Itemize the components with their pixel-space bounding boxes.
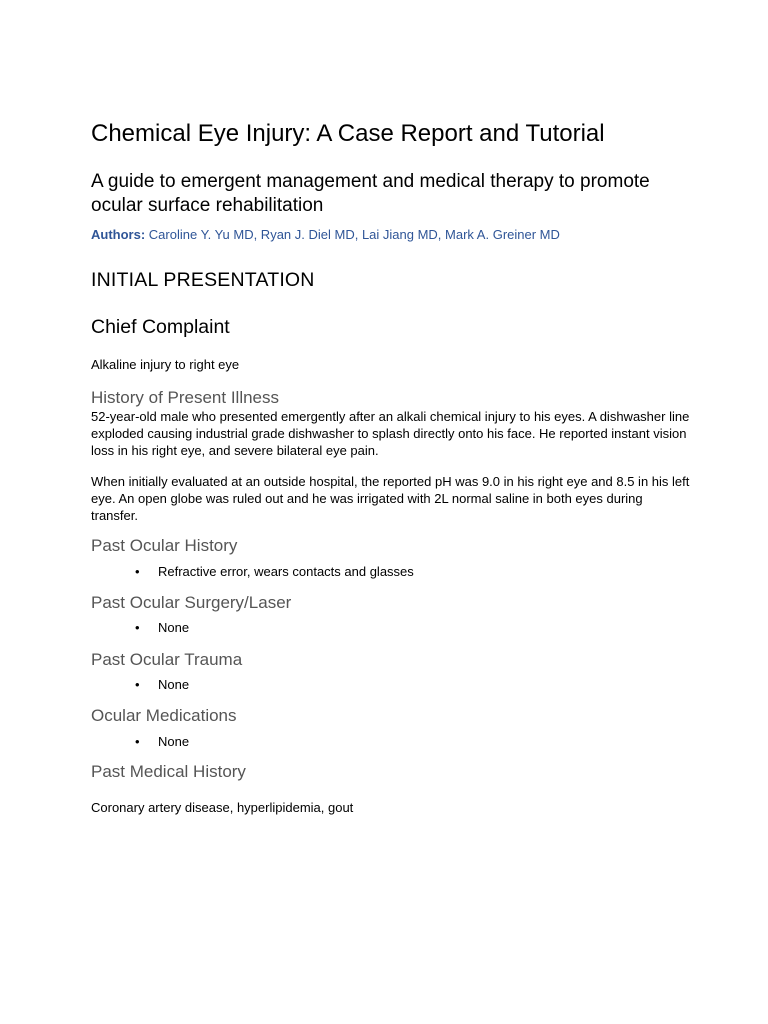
- list-item-text: None: [158, 620, 190, 635]
- bullet-icon: •: [135, 620, 140, 635]
- document-subtitle: A guide to emergent management and medical therapy to promote ocular surface rehabilitation: [91, 171, 650, 216]
- past-ocular-trauma-heading: Past Ocular Trauma: [91, 650, 243, 669]
- chief-complaint-heading: Chief Complaint: [91, 316, 230, 338]
- hpi-paragraph-1: 52-year-old male who presented emergently after an alkali chemical injury to his eyes. A dishwasher line exploded causing industrial grade dishwasher to splash directly onto his face. He reported instant vision loss in his right eye, and severe bilateral eye pain.: [91, 409, 690, 458]
- authors-names: Caroline Y. Yu MD, Ryan J. Diel MD, Lai Jiang MD, Mark A. Greiner MD: [148, 227, 560, 242]
- list-item: [91, 733, 691, 750]
- past-medical-history-heading: Past Medical History: [91, 762, 246, 781]
- past-ocular-surgery-heading: Past Ocular Surgery/Laser: [91, 593, 292, 612]
- past-ocular-trauma-list: [91, 676, 691, 693]
- ocular-medications-list: [91, 733, 691, 750]
- bullet-icon: •: [135, 677, 140, 692]
- document-title: Chemical Eye Injury: A Case Report and Tutorial: [91, 120, 605, 147]
- past-ocular-history-heading: Past Ocular History: [91, 536, 238, 555]
- authors-label: Authors:: [91, 227, 146, 242]
- list-item: [91, 563, 691, 580]
- authors-line: [91, 226, 691, 243]
- bullet-icon: •: [135, 564, 140, 579]
- list-item: [91, 676, 691, 693]
- document-content: [91, 119, 691, 816]
- hpi-paragraph-2: When initially evaluated at an outside hospital, the reported pH was 9.0 in his right eye and 8.5 in his left eye. An open globe was ruled out and he was irrigated with 2L normal saline in both eyes during transfer.: [91, 474, 690, 523]
- bullet-icon: •: [135, 734, 140, 749]
- past-ocular-history-list: [91, 563, 691, 580]
- past-medical-history-text: Coronary artery disease, hyperlipidemia, gout: [91, 800, 354, 815]
- hpi-heading: History of Present Illness: [91, 388, 280, 407]
- ocular-medications-heading: Ocular Medications: [91, 706, 237, 725]
- past-ocular-surgery-list: [91, 619, 691, 636]
- section-heading-initial-presentation: INITIAL PRESENTATION: [91, 269, 315, 291]
- list-item-text: None: [158, 734, 190, 749]
- list-item-text: None: [158, 677, 190, 692]
- list-item: [91, 619, 691, 636]
- list-item-text: Refractive error, wears contacts and glasses: [158, 564, 414, 579]
- chief-complaint-text: Alkaline injury to right eye: [91, 357, 240, 372]
